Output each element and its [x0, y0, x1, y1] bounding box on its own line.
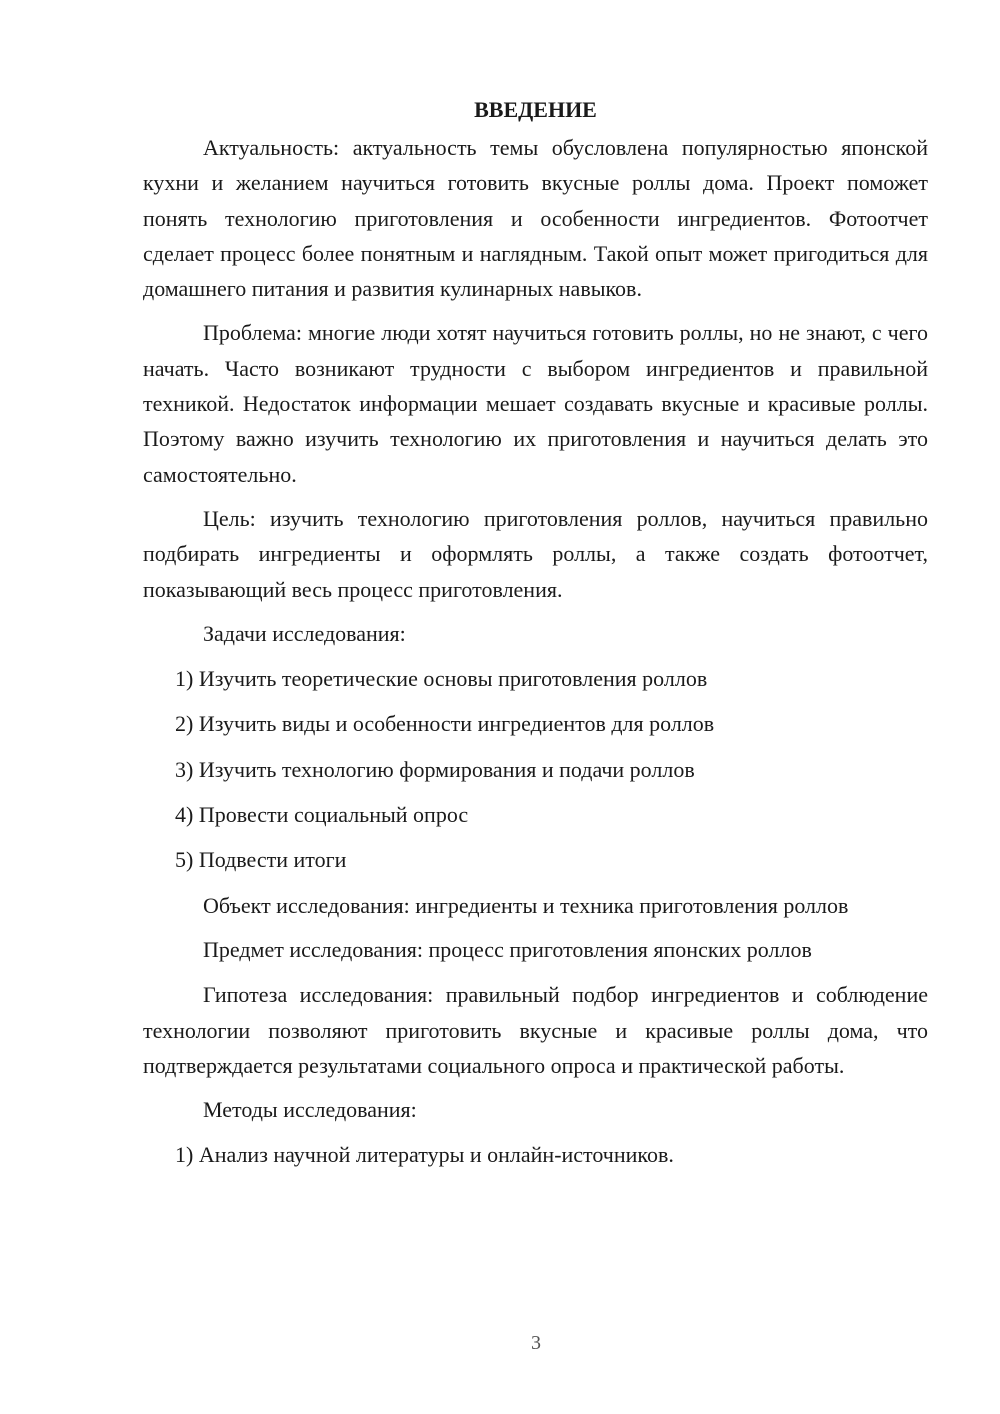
list-item: 3) Изучить технологию формирования и подачи роллов: [175, 756, 695, 782]
methods-list: [143, 1137, 928, 1172]
tasks-list: [143, 661, 928, 877]
document-page: [143, 92, 928, 1183]
list-item: 2) Изучить виды и особенности ингредиентов для роллов: [175, 711, 715, 737]
list-item: 1) Изучить теоретические основы приготовления роллов: [175, 666, 708, 692]
list-item: 5) Подвести итоги: [175, 847, 347, 873]
subject-paragraph: Предмет исследования: процесс приготовления японских роллов: [203, 936, 812, 962]
list-item: 1) Анализ научной литературы и онлайн-источников.: [175, 1142, 674, 1168]
section-title: ВВЕДЕНИЕ: [474, 97, 597, 122]
hypothesis-paragraph: Гипотеза исследования: правильный подбор ингредиентов и соблюдение технологии позволяют приготовить вкусные и красивые роллы дома, что подтверждается результатами социального опроса и практической работы.: [143, 982, 928, 1078]
relevance-paragraph: Актуальность: актуальность темы обусловлена популярностью японской кухни и желанием научиться готовить вкусные роллы дома. Проект поможет понять технологию приготовления и особенности ингредиентов. Фотоотчет сделает процесс более понятным и наглядным. Такой опыт может пригодиться для домашнего питания и развития кулинарных навыков.: [143, 135, 928, 302]
object-paragraph: Объект исследования: ингредиенты и техника приготовления роллов: [203, 892, 849, 918]
tasks-heading: Задачи исследования:: [203, 620, 406, 646]
page-number: 3: [531, 1332, 541, 1354]
problem-paragraph: Проблема: многие люди хотят научиться готовить роллы, но не знают, с чего начать. Часто возникают трудности с выбором ингредиентов и правильной техникой. Недостаток информации мешает создавать вкусные и красивые роллы. Поэтому важно изучить технологию их приготовления и научиться делать это самостоятельно.: [143, 320, 928, 487]
goal-paragraph: Цель: изучить технологию приготовления роллов, научиться правильно подбирать ингредиенты и оформлять роллы, а также создать фотоотчет, показывающий весь процесс приготовления.: [143, 505, 928, 602]
methods-heading: Методы исследования:: [203, 1097, 417, 1123]
list-item: 4) Провести социальный опрос: [175, 802, 469, 828]
